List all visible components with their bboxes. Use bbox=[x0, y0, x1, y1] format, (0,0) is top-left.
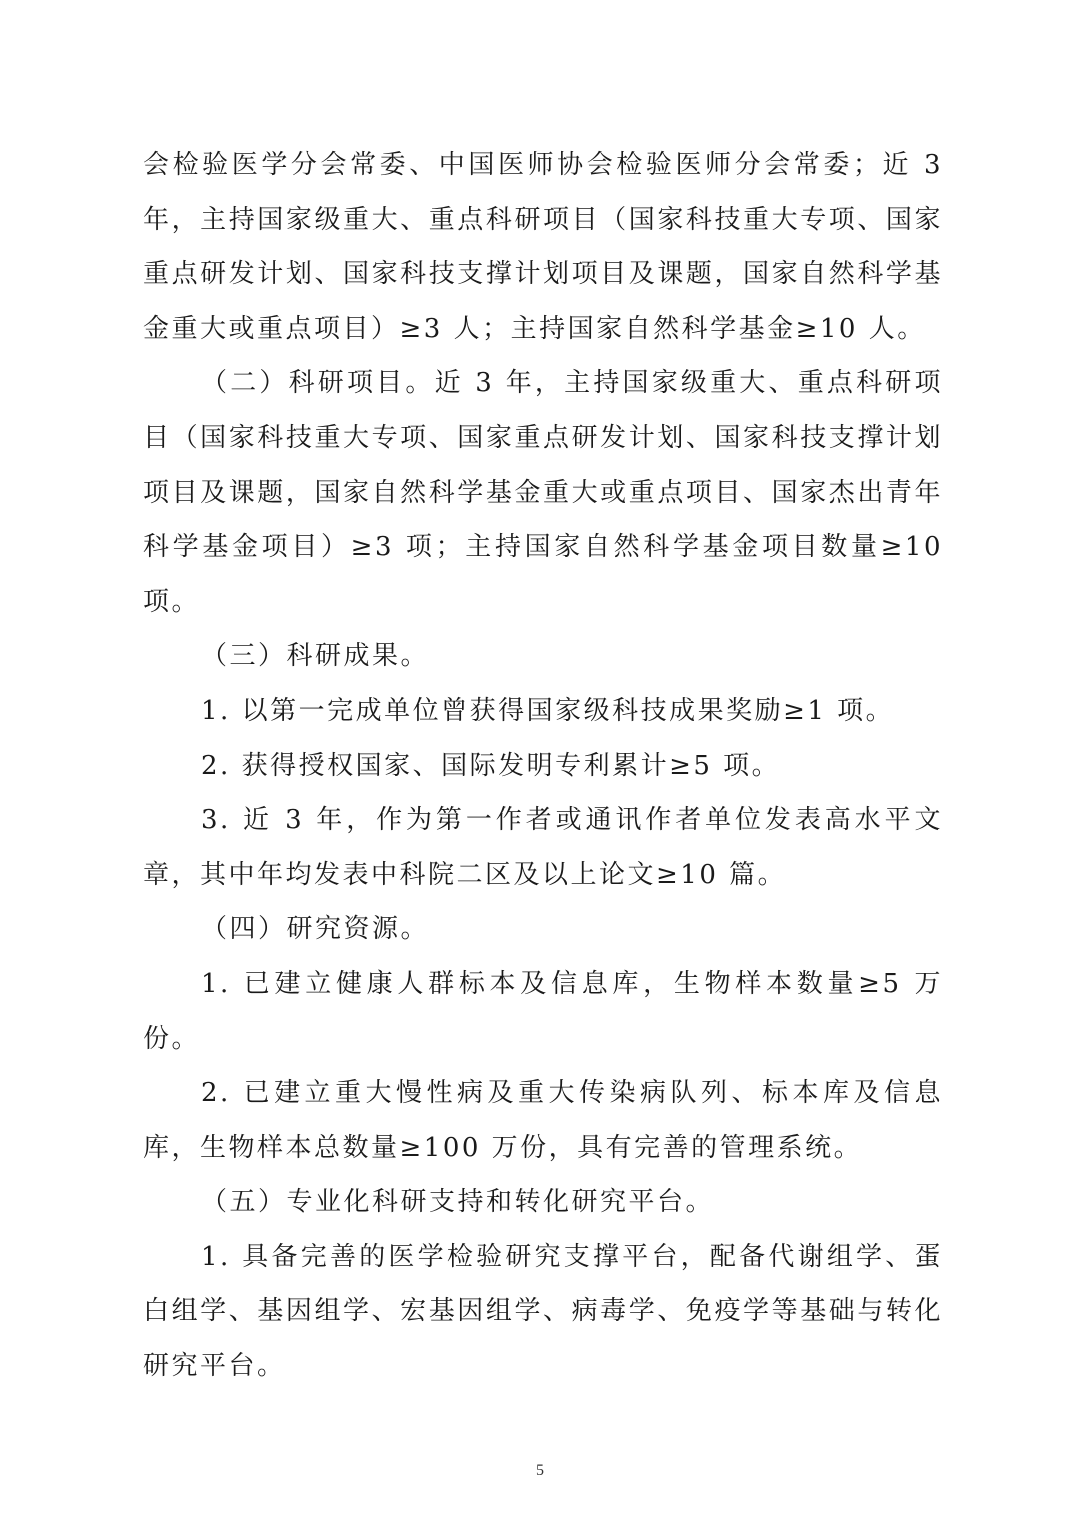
list-item-3-2: 2. 获得授权国家、国际发明专利累计≥5 项。 bbox=[201, 750, 781, 781]
page-number: 5 bbox=[536, 1462, 544, 1479]
list-item-4-1: 1. 已建立健康人群标本及信息库，生物样本数量≥5 万份。 bbox=[143, 968, 943, 1054]
list-item-3-1: 1. 以第一完成单位曾获得国家级科技成果奖励≥1 项。 bbox=[201, 695, 895, 726]
heading-section-5-research-platform: （五）专业化科研支持和转化研究平台。 bbox=[201, 1187, 715, 1218]
list-item-5-1: 1. 具备完善的医学检验研究支撑平台，配备代谢组学、蛋白组学、基因组学、宏基因组学、病毒学、免疫学等基础与转化研究平台。 bbox=[143, 1241, 943, 1382]
heading-section-3-research-results: （三）科研成果。 bbox=[201, 641, 430, 672]
list-item-4-2: 2. 已建立重大慢性病及重大传染病队列、标本库及信息库，生物样本总数量≥100 万份，具有完善的管理系统。 bbox=[143, 1078, 943, 1163]
paragraph-section-2-research-projects: （二）科研项目。近 3 年，主持国家级重大、重点科研项目（国家科技重大专项、国家重点研发计划、国家科技支撑计划项目及课题，国家自然科学基金重大或重点项目、国家杰出青年科学基金项目）≥3 项；主持国家自然科学基金项目数量≥10 项。 bbox=[143, 368, 943, 617]
list-item-3-3: 3. 近 3 年，作为第一作者或通讯作者单位发表高水平文章，其中年均发表中科院二区及以上论文≥10 篇。 bbox=[143, 805, 943, 890]
document-body bbox=[143, 138, 943, 1394]
heading-section-4-research-resources: （四）研究资源。 bbox=[201, 914, 430, 945]
paragraph-continued: 会检验医学分会常委、中国医师协会检验医师分会常委；近 3 年，主持国家级重大、重点科研项目（国家科技重大专项、国家重点研发计划、国家科技支撑计划项目及课题，国家自然科学基金重大或重点项目）≥3 人；主持国家自然科学基金≥10 人。 bbox=[143, 150, 943, 344]
